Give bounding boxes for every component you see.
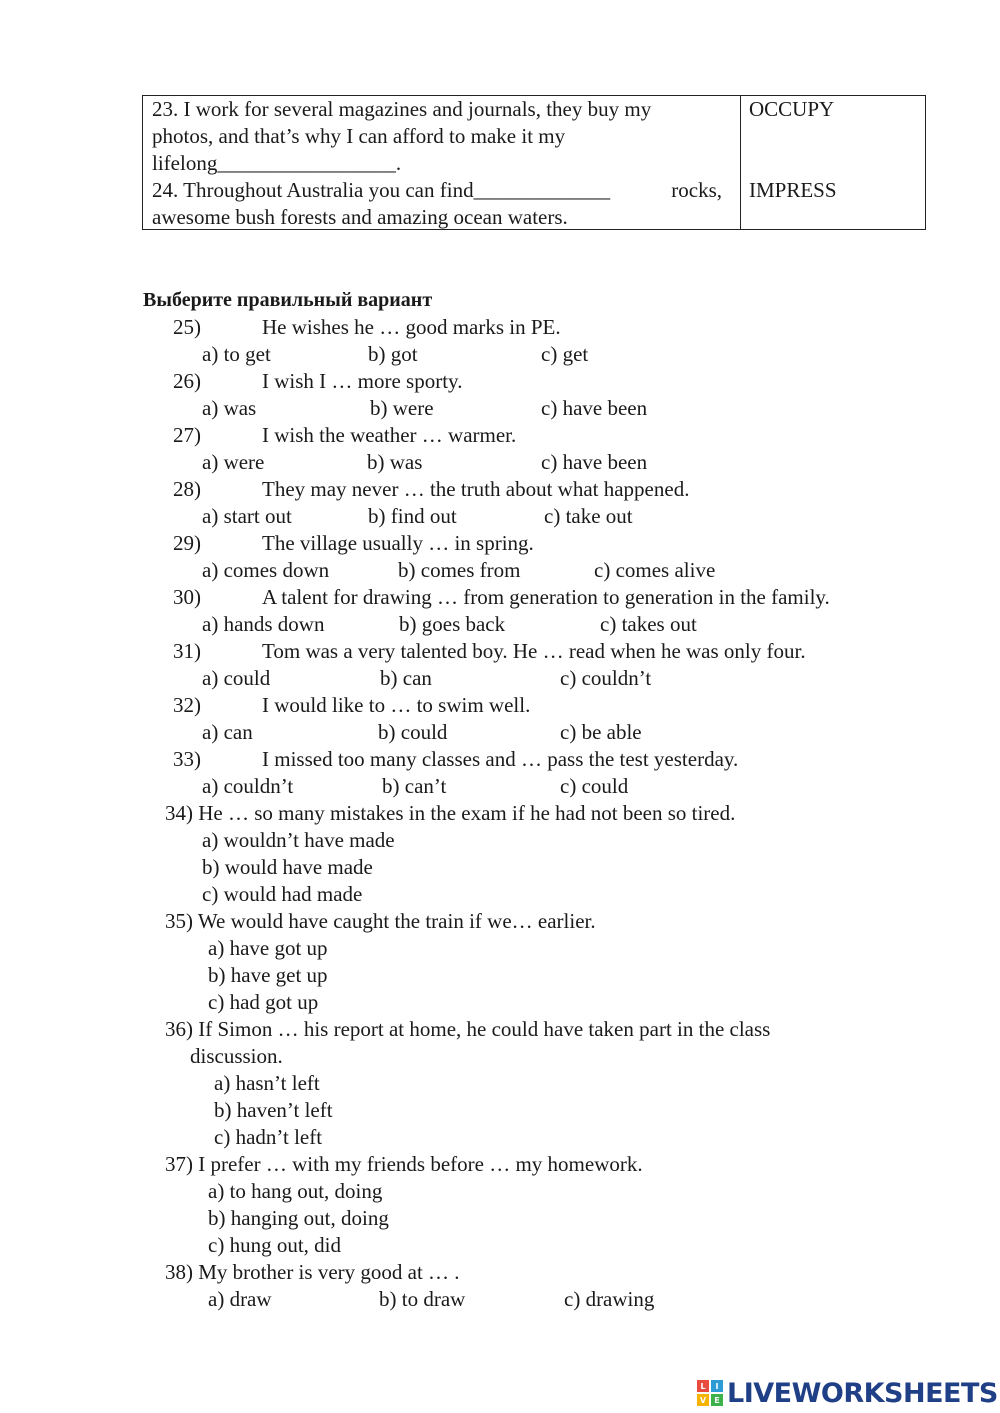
q38-option-a[interactable]: a) draw xyxy=(208,1287,272,1311)
logo-tile: I xyxy=(711,1380,723,1392)
row-23-line-3: lifelong_________________. xyxy=(152,151,402,175)
question-number: 28) xyxy=(173,477,201,501)
answer-option-c[interactable]: c) takes out xyxy=(600,612,697,636)
logo-tile: E xyxy=(711,1394,723,1406)
question-text: They may never … the truth about what happened. xyxy=(262,477,690,501)
answer-option-b[interactable]: b) find out xyxy=(368,504,457,528)
answer-option-b[interactable]: b) got xyxy=(368,342,418,366)
answer-option-c[interactable]: c) take out xyxy=(544,504,633,528)
logo-mark-icon xyxy=(697,1380,723,1406)
question-number: 29) xyxy=(173,531,201,555)
question-text: I missed too many classes and … pass the test yesterday. xyxy=(262,747,739,771)
answer-option-c[interactable]: c) have been xyxy=(541,450,648,474)
answer-option-c[interactable]: c) comes alive xyxy=(594,558,716,582)
answer-option-a[interactable]: a) comes down xyxy=(202,558,330,582)
q38-option-b[interactable]: b) to draw xyxy=(379,1287,466,1311)
row-23-keyword: OCCUPY xyxy=(749,97,835,121)
row-24-line-2: awesome bush forests and amazing ocean waters. xyxy=(152,205,568,229)
answer-option-a[interactable]: a) could xyxy=(202,666,271,690)
row-23-line-1: 23. I work for several magazines and journals, they buy my xyxy=(152,97,652,121)
question-36-line-2: discussion. xyxy=(190,1044,283,1068)
logo-tile: V xyxy=(697,1394,709,1406)
answer-option-b[interactable]: b) can’t xyxy=(382,774,447,798)
question-36-line-1: 36) If Simon … his report at home, he could have taken part in the class xyxy=(165,1017,771,1041)
q38-option-c[interactable]: c) drawing xyxy=(564,1287,655,1311)
section-heading: Выберите правильный вариант xyxy=(143,289,433,311)
table-row-24 xyxy=(152,177,722,231)
question-number: 33) xyxy=(173,747,201,771)
q35-option-c[interactable]: c) had got up xyxy=(208,990,319,1014)
question-37: 37) I prefer … with my friends before … my homework. xyxy=(165,1152,643,1176)
answer-option-b[interactable]: b) was xyxy=(367,450,423,474)
question-number: 32) xyxy=(173,693,201,717)
q37-option-b[interactable]: b) hanging out, doing xyxy=(208,1206,389,1230)
answer-option-b[interactable]: b) goes back xyxy=(399,612,506,636)
q37-option-c[interactable]: c) hung out, did xyxy=(208,1233,341,1257)
answer-option-a[interactable]: a) were xyxy=(202,450,265,474)
question-text: Tom was a very talented boy. He … read when he was only four. xyxy=(262,639,806,663)
q35-option-b[interactable]: b) have get up xyxy=(208,963,328,987)
row-24-keyword: IMPRESS xyxy=(749,178,837,202)
question-34: 34) He … so many mistakes in the exam if he had not been so tired. xyxy=(165,801,736,825)
answer-option-b[interactable]: b) were xyxy=(370,396,434,420)
q36-option-c[interactable]: c) hadn’t left xyxy=(214,1125,323,1149)
question-text: I wish the weather … warmer. xyxy=(262,423,517,447)
question-number: 30) xyxy=(173,585,201,609)
answer-option-c[interactable]: c) have been xyxy=(541,396,648,420)
q35-option-a[interactable]: a) have got up xyxy=(208,936,328,960)
answer-option-c[interactable]: c) couldn’t xyxy=(560,666,652,690)
answer-option-a[interactable]: a) couldn’t xyxy=(202,774,294,798)
answer-option-a[interactable]: a) to get xyxy=(202,342,271,366)
question-35: 35) We would have caught the train if we… earlier. xyxy=(165,909,596,933)
liveworksheets-logo[interactable] xyxy=(697,1376,998,1410)
answer-option-c[interactable]: c) could xyxy=(560,774,629,798)
row-24-line-1 xyxy=(152,177,722,204)
q34-option-b[interactable]: b) would have made xyxy=(202,855,373,879)
table-row-23 xyxy=(152,96,732,177)
question-text: He wishes he … good marks in PE. xyxy=(262,315,561,339)
logo-text: LIVEWORKSHEETS xyxy=(727,1377,998,1409)
question-number: 31) xyxy=(173,639,201,663)
q36-option-a[interactable]: a) hasn’t left xyxy=(214,1071,320,1095)
row-23-line-2: photos, and that’s why I can afford to make it my xyxy=(152,124,566,148)
question-38: 38) My brother is very good at … . xyxy=(165,1260,460,1284)
q34-option-c[interactable]: c) would had made xyxy=(202,882,363,906)
question-number: 26) xyxy=(173,369,201,393)
answer-option-a[interactable]: a) can xyxy=(202,720,253,744)
answer-option-b[interactable]: b) can xyxy=(380,666,432,690)
table-column-divider xyxy=(740,96,741,229)
q34-option-a[interactable]: a) wouldn’t have made xyxy=(202,828,395,852)
question-text: I would like to … to swim well. xyxy=(262,693,531,717)
answer-option-b[interactable]: b) could xyxy=(378,720,448,744)
logo-tile: L xyxy=(697,1380,709,1392)
answer-option-a[interactable]: a) was xyxy=(202,396,257,420)
question-text: I wish I … more sporty. xyxy=(262,369,463,393)
answer-option-a[interactable]: a) start out xyxy=(202,504,292,528)
row-24-line-1-text: 24. Throughout Australia you can find_____________ xyxy=(152,178,611,202)
answer-option-b[interactable]: b) comes from xyxy=(398,558,521,582)
q36-option-b[interactable]: b) haven’t left xyxy=(214,1098,333,1122)
question-number: 27) xyxy=(173,423,201,447)
q37-option-a[interactable]: a) to hang out, doing xyxy=(208,1179,383,1203)
row-24-line-1-end: rocks, xyxy=(671,178,722,202)
question-number: 25) xyxy=(173,315,201,339)
answer-option-c[interactable]: c) get xyxy=(541,342,589,366)
question-text: A talent for drawing … from generation to generation in the family. xyxy=(262,585,830,609)
question-text: The village usually … in spring. xyxy=(262,531,534,555)
answer-option-a[interactable]: a) hands down xyxy=(202,612,325,636)
word-formation-table xyxy=(142,95,926,230)
answer-option-c[interactable]: c) be able xyxy=(560,720,642,744)
